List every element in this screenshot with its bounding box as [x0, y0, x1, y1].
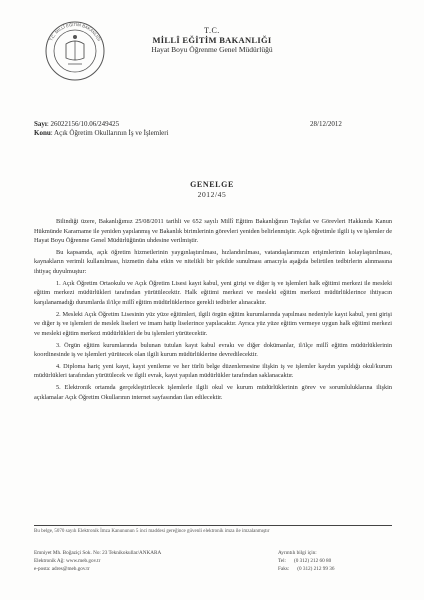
- seal-ring-text: T.C. MİLLÎ EĞİTİM BAKANLIĞI: [48, 21, 102, 42]
- document-body: [34, 217, 392, 405]
- sayi-label: Sayı: [34, 120, 47, 128]
- konu-label: Konu: [34, 129, 51, 137]
- konu-value: : Açık Öğretim Okullarının İş ve İşlemleri: [50, 129, 169, 137]
- footer-email: e-posta: adres@meb.gov.tr: [34, 566, 90, 572]
- body-item-2: 2. Mesleki Açık Öğretim Lisesinin yüz yüze eğitimleri, ilgili örgün eğitim kurumlarında yapılması nedeniyle kayıt kabul, yeni girişi ve diğer iş ve işlemleri de meslek liseleri ve imam hatip liselerince yapılacaktır. Ayrıca yüz yüze eğitim vermeye uygun halk eğitimi merkezi ve mesleki eğitim merkezi müdürlükleri de bu işlemleri yürütecektir.: [34, 310, 392, 337]
- document-title: GENELGE: [190, 180, 234, 189]
- document-date: 28/12/2012: [310, 120, 342, 128]
- body-item-5: 5. Elektronik ortamda gerçekleştirilecek işlemlerle ilgili okul ve kurum müdürlüklerinin görev ve sorumluluklarına ilişkin açıklamalar Açık Öğretim Okullarının internet sayfasından ilan edilecektir.: [34, 384, 392, 401]
- sayi-value: : 26022156/10.06/249425: [46, 120, 120, 128]
- footer-divider: [34, 525, 392, 526]
- footer-tel-label: Tel:: [278, 558, 286, 564]
- footer-contact-block: [278, 549, 334, 573]
- body-item-1: 1. Açık Öğretim Ortaokulu ve Açık Öğretim Lisesi kayıt kabul, yeni girişi ve diğer iş ve işlemleri halk eğitimi merkezi ile mesleki eğitim merkezi müdürlükleri tarafından yürütülecektir. Halk eğitimi merkezi ve mesleki eğitim merkezi müdürlüklerince ihtiyacın karşılanamadığı durumlarda il/ilçe millî eğitim müdürlüklerince gerekli tedbirler alınacaktır.: [34, 279, 392, 306]
- footer-address: Emniyet Mh. Boğaziçi Sok. No: 23 Teknikokullar/ANKARA: [34, 550, 162, 556]
- footer-info-label: Ayrıntılı bilgi için:: [278, 550, 317, 556]
- header-tc: T.C.: [204, 26, 220, 35]
- header-ministry: MİLLÎ EĞİTİM BAKANLIĞI: [152, 35, 272, 45]
- body-item-4: 4. Diploma hariç yeni kayıt, kayıt yenileme ve her türlü belge düzenlemesine ilişkin iş ve işlemler kaydın yapıldığı okul/kurum müdürlükleri tarafından yürütülecek ve ilgili evrak, kayıt yapılan müdürlükler tarafından saklanacaktır.: [34, 362, 392, 380]
- header-department: Hayat Boyu Öğrenme Genel Müdürlüğü: [151, 45, 273, 54]
- footer-web: Elektronik Ağ: www.meb.gov.tr: [34, 558, 101, 564]
- footer-tel-value: (0 312) 212 60 80: [294, 558, 332, 564]
- footer-address-block: [34, 549, 161, 573]
- footer-fax-row: [278, 565, 334, 573]
- sayi-line: [34, 120, 119, 128]
- body-paragraph-2: Bu kapsamda, açık öğretim hizmetlerinin yaygınlaştırılması, hızlandırılması, vatandaşlarımızın erişimlerinin kolaylaştırılması, kaynakların verimli kullanılması, hizmetin daha etkin ve nitelikli bir şekilde sunulması amacıyla aşağıda belirtilen tedbirlerin alınmasına ihtiyaç duyulmuştur:: [34, 248, 392, 275]
- footer-fax-label: Faks:: [278, 566, 290, 572]
- footer-fax-value: (0 312) 212 99 36: [297, 566, 335, 572]
- body-paragraph-1: Bilindiği üzere, Bakanlığımız 25/08/2011 tarihli ve 652 sayılı Millî Eğitim Bakanlığının Teşkilat ve Görevleri Hakkında Kanun Hükmünde Kararname ile yeniden yapılanmış ve Bakanlık birimlerinin görevleri yeniden belirlenmiştir. Açık öğretimle ilgili iş ve işlemler de Hayat Boyu Öğrenme Genel Müdürlüğünün uhdesine verilmiştir.: [34, 218, 392, 244]
- footer-tel-row: [278, 557, 334, 565]
- document-number: 2012/45: [197, 190, 227, 199]
- body-item-3: 3. Örgün eğitim kurumlarında bulunan tutulan kayıt kabul evrakı ve diğer dokümanlar, il/ilçe millî eğitim müdürlüklerinin koordinesinde iş ve işlemleri yürütecek olan ilgili kurum müdürlüklerine devredilecektir.: [34, 341, 392, 359]
- konu-line: [34, 129, 169, 137]
- footer-esign-note: Bu belge, 5070 sayılı Elektronik İmza Kanununun 5 inci maddesi gereğince güvenli elektronik imza ile imzalanmıştır: [34, 529, 270, 534]
